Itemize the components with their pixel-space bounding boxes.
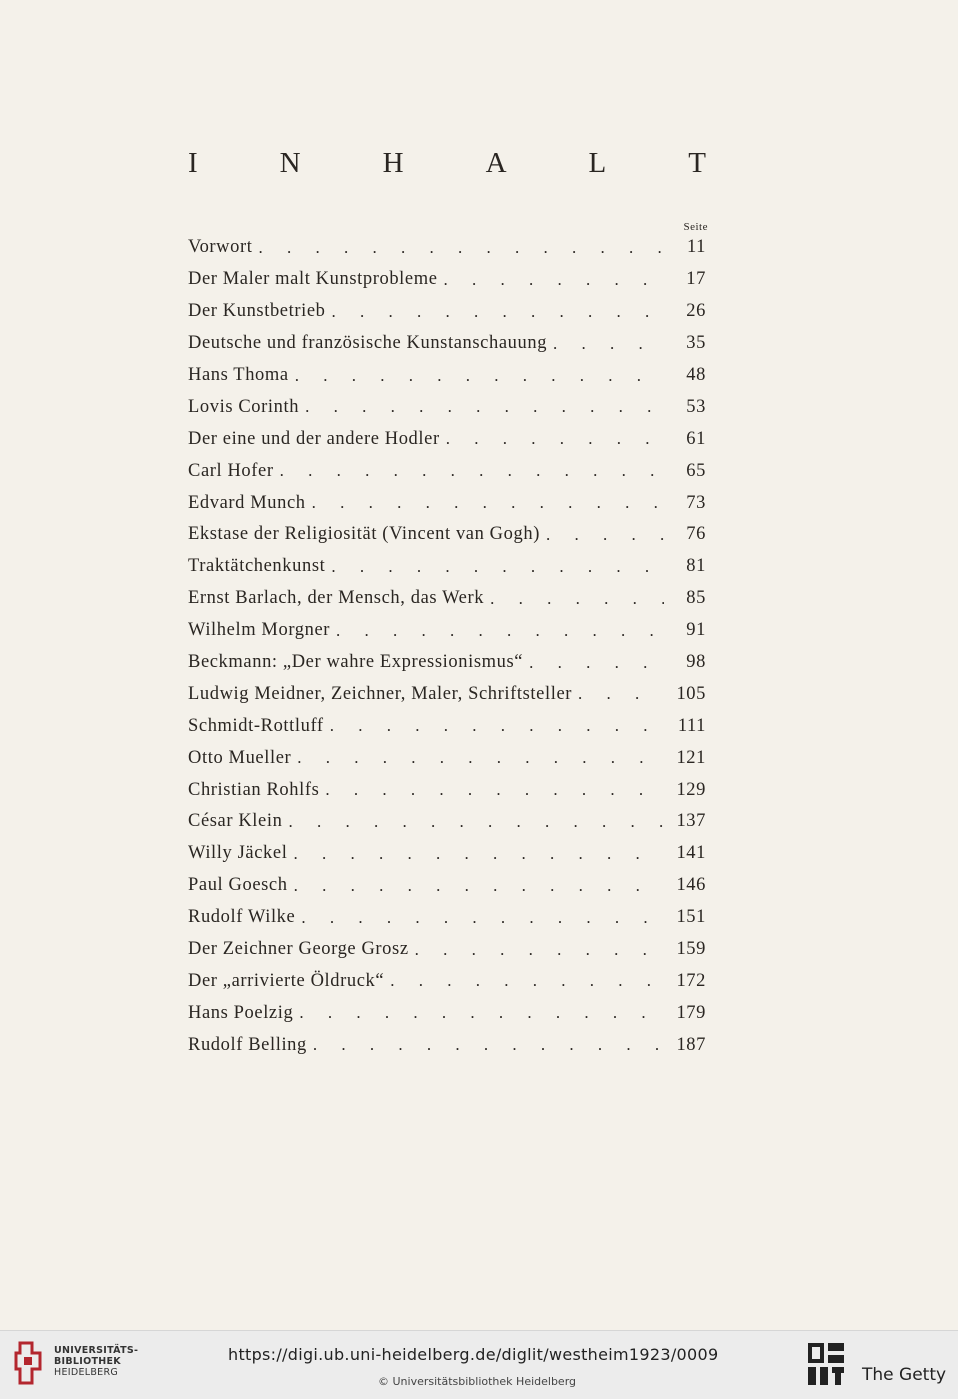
heading-letter: L — [588, 147, 609, 179]
dot-leader — [280, 461, 664, 481]
toc-title: Vorwort — [188, 237, 253, 258]
dot-leader — [330, 716, 664, 736]
toc-row — [188, 487, 706, 519]
toc-page: 11 — [686, 237, 706, 258]
toc-row — [188, 615, 706, 647]
toc-title: Christian Rohlfs — [188, 779, 320, 800]
toc-title: Der Maler malt Kunstprobleme — [188, 269, 438, 290]
toc-page: 129 — [676, 779, 706, 800]
library-name-line: UNIVERSITÄTS- — [54, 1345, 139, 1356]
toc-page: 151 — [676, 907, 706, 928]
toc-row — [188, 774, 706, 806]
toc-page: 98 — [686, 652, 706, 673]
toc-row — [188, 647, 706, 679]
dot-leader — [331, 557, 664, 577]
toc-row — [188, 678, 706, 710]
toc-title: Wilhelm Morgner — [188, 620, 331, 641]
page-heading — [188, 147, 708, 180]
dot-leader — [546, 525, 664, 545]
toc-title: Ernst Barlach, der Mensch, das Werk — [188, 588, 485, 609]
toc-title: Schmidt-Rottluff — [188, 715, 324, 736]
toc-title: Traktätchenkunst — [188, 556, 326, 577]
dot-leader — [305, 397, 664, 417]
toc-page: 53 — [686, 396, 706, 417]
toc-page: 105 — [676, 683, 706, 704]
table-of-contents — [188, 232, 706, 1061]
dot-leader — [293, 844, 664, 864]
heading-letter: I — [188, 147, 200, 179]
university-library-logo-icon[interactable] — [12, 1339, 44, 1387]
partner-name: The Getty — [862, 1365, 947, 1385]
heading-letter: H — [382, 147, 406, 179]
toc-page: 65 — [686, 460, 706, 481]
toc-title: Hans Poelzig — [188, 1002, 294, 1023]
library-name-line: HEIDELBERG — [54, 1367, 119, 1378]
page-column-label: Seite — [683, 221, 708, 233]
toc-row — [188, 934, 706, 966]
dot-leader — [578, 684, 664, 704]
toc-page: 187 — [676, 1034, 706, 1055]
toc-row — [188, 806, 706, 838]
toc-title: Rudolf Belling — [188, 1034, 307, 1055]
toc-title: Der Zeichner George Grosz — [188, 939, 409, 960]
toc-row — [188, 710, 706, 742]
toc-title: Otto Mueller — [188, 747, 292, 768]
toc-row — [188, 1029, 706, 1061]
dot-leader — [553, 334, 664, 354]
dot-leader — [301, 908, 664, 928]
heading-letter: A — [485, 147, 509, 179]
toc-title: Ekstase der Religiosität (Vincent van Gogh) — [188, 524, 540, 545]
toc-title: Lovis Corinth — [188, 396, 300, 417]
toc-page: 146 — [676, 875, 706, 896]
dot-leader — [415, 940, 664, 960]
getty-logo-icon[interactable] — [806, 1341, 846, 1389]
toc-page: 85 — [686, 588, 706, 609]
dot-leader — [294, 876, 664, 896]
toc-page: 76 — [686, 524, 706, 545]
dot-leader — [444, 270, 664, 290]
toc-title: Hans Thoma — [188, 365, 289, 385]
viewer-footer — [0, 1330, 958, 1399]
toc-page: 179 — [676, 1002, 706, 1023]
toc-title: Rudolf Wilke — [188, 907, 296, 928]
toc-title: Paul Goesch — [188, 875, 288, 896]
toc-row — [188, 583, 706, 615]
heading-letter: T — [688, 147, 708, 179]
toc-row — [188, 902, 706, 934]
toc-row — [188, 423, 706, 455]
dot-leader — [313, 1035, 664, 1055]
toc-row — [188, 519, 706, 551]
dot-leader — [288, 812, 664, 832]
toc-title: Ludwig Meidner, Zeichner, Maler, Schriftsteller — [188, 683, 573, 704]
dot-leader — [390, 971, 664, 991]
toc-title: Willy Jäckel — [188, 843, 288, 864]
toc-page: 111 — [677, 715, 706, 736]
copyright-notice: © Universitätsbibliothek Heidelberg — [378, 1375, 577, 1388]
toc-row — [188, 870, 706, 902]
toc-title: Der eine und der andere Hodler — [188, 428, 440, 449]
toc-row — [188, 997, 706, 1029]
toc-page: 91 — [686, 620, 706, 641]
toc-title: Der „arrivierte Öldruck“ — [188, 970, 385, 991]
toc-page: 26 — [686, 301, 706, 322]
toc-page: 48 — [686, 365, 706, 385]
toc-page: 121 — [676, 747, 706, 768]
library-name — [54, 1345, 138, 1378]
toc-page: 35 — [686, 333, 706, 354]
dot-leader — [490, 589, 664, 609]
toc-title: Der Kunstbetrieb — [188, 301, 326, 322]
dot-leader — [325, 780, 664, 800]
toc-row — [188, 328, 706, 360]
permalink-url[interactable]: https://digi.ub.uni-heidelberg.de/diglit/westheim1923/0009 — [228, 1345, 719, 1364]
toc-page: 81 — [686, 556, 706, 577]
dot-leader — [446, 429, 664, 449]
toc-page: 159 — [676, 939, 706, 960]
toc-page: 141 — [676, 843, 706, 864]
toc-row — [188, 360, 706, 392]
toc-page: 17 — [686, 269, 706, 290]
toc-row — [188, 551, 706, 583]
toc-title: Edvard Munch — [188, 492, 306, 513]
toc-page: 61 — [686, 428, 706, 449]
toc-row — [188, 838, 706, 870]
dot-leader — [297, 748, 664, 768]
toc-row — [188, 264, 706, 296]
library-name-line: BIBLIOTHEK — [54, 1356, 121, 1367]
heading-letter: N — [279, 147, 303, 179]
toc-row — [188, 232, 706, 264]
toc-row — [188, 455, 706, 487]
dot-leader — [299, 1003, 664, 1023]
dot-leader — [336, 621, 664, 641]
dot-leader — [312, 493, 664, 513]
toc-title: Beckmann: „Der wahre Expressionismus“ — [188, 652, 524, 673]
dot-leader — [259, 238, 665, 258]
dot-leader — [295, 366, 664, 386]
toc-title: Deutsche und französische Kunstanschauung — [188, 333, 548, 354]
toc-row — [188, 965, 706, 997]
toc-row — [188, 391, 706, 423]
toc-page: 172 — [676, 970, 706, 991]
toc-page: 137 — [676, 811, 706, 832]
toc-title: César Klein — [188, 811, 283, 832]
toc-page: 73 — [686, 492, 706, 513]
toc-row — [188, 742, 706, 774]
toc-row — [188, 296, 706, 328]
dot-leader — [529, 653, 664, 673]
dot-leader — [332, 302, 664, 322]
toc-title: Carl Hofer — [188, 460, 274, 481]
